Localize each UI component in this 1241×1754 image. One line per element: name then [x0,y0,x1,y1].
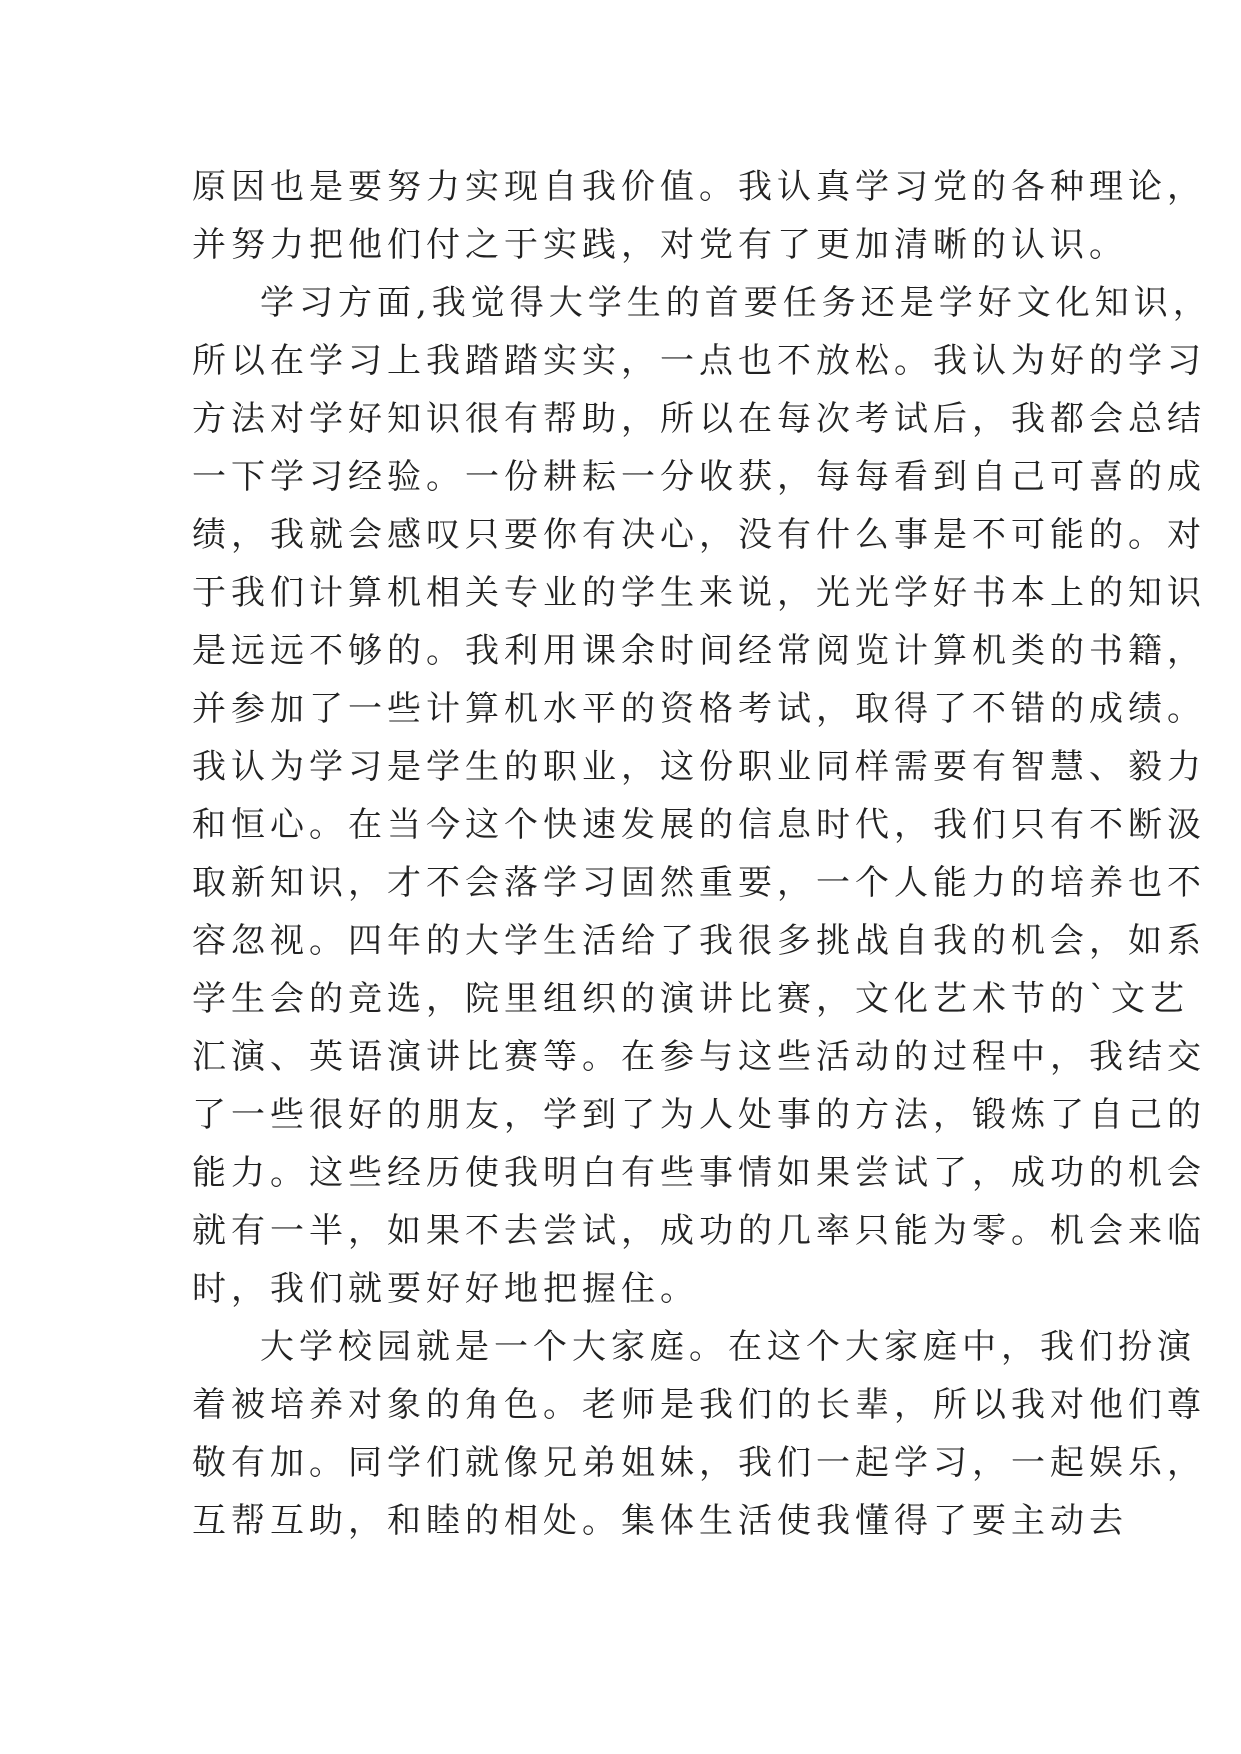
text-line: 并努力把他们付之于实践，对党有了更加清晰的认识。 [192,225,1128,265]
paragraph-first-line: 大学校园就是一个大家庭。在这个大家庭中，我们扮演 [260,1327,1196,1367]
paragraph-first-line: 学习方面,我觉得大学生的首要任务还是学好文化知识， [260,283,1212,323]
text-line: 一下学习经验。一份耕耘一分收获，每每看到自己可喜的成 [192,457,1206,497]
text-line: 是远远不够的。我利用课余时间经常阅览计算机类的书籍， [192,631,1206,671]
text-line: 取新知识，才不会落学习固然重要，一个人能力的培养也不 [192,863,1206,903]
text-line: 绩，我就会感叹只要你有决心，没有什么事是不可能的。对 [192,515,1206,555]
text-line: 敬有加。同学们就像兄弟姐妹，我们一起学习，一起娱乐， [192,1443,1206,1483]
text-line: 互帮互助，和睦的相处。集体生活使我懂得了要主动去 [192,1501,1128,1541]
text-line: 学生会的竞选，院里组织的演讲比赛，文化艺术节的`文艺 [192,979,1189,1019]
text-line: 方法对学好知识很有帮助，所以在每次考试后，我都会总结 [192,399,1206,439]
text-line: 于我们计算机相关专业的学生来说，光光学好书本上的知识 [192,573,1206,613]
text-line: 容忽视。四年的大学生活给了我很多挑战自我的机会，如系 [192,921,1206,961]
text-line: 汇演、英语演讲比赛等。在参与这些活动的过程中，我结交 [192,1037,1206,1077]
text-line: 着被培养对象的角色。老师是我们的长辈，所以我对他们尊 [192,1385,1206,1425]
text-line: 就有一半，如果不去尝试，成功的几率只能为零。机会来临 [192,1211,1206,1251]
text-line: 时，我们就要好好地把握住。 [192,1269,699,1309]
text-line: 并参加了一些计算机水平的资格考试，取得了不错的成绩。 [192,689,1206,729]
text-line: 能力。这些经历使我明白有些事情如果尝试了，成功的机会 [192,1153,1206,1193]
document-body [192,158,1212,1550]
text-line: 我认为学习是学生的职业，这份职业同样需要有智慧、毅力 [192,747,1206,787]
text-line: 和恒心。在当今这个快速发展的信息时代，我们只有不断汲 [192,805,1206,845]
text-line: 了一些很好的朋友，学到了为人处事的方法，锻炼了自己的 [192,1095,1206,1135]
text-line: 所以在学习上我踏踏实实，一点也不放松。我认为好的学习 [192,341,1206,381]
text-line: 原因也是要努力实现自我价值。我认真学习党的各种理论， [192,167,1206,207]
